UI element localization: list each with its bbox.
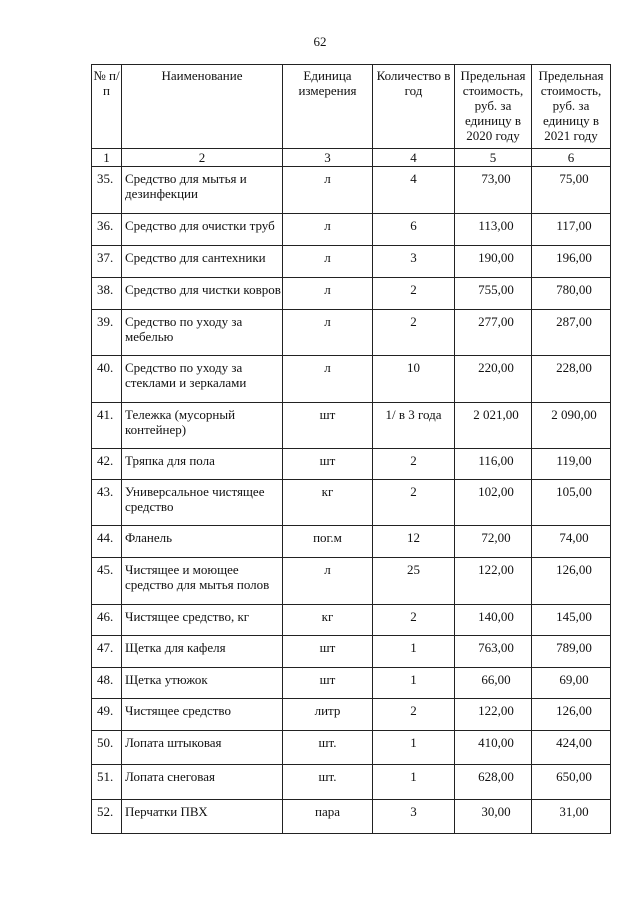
- table-row: [92, 246, 611, 278]
- header-price-2021: Предельная стоимость, руб. за единицу в 2021 году: [532, 65, 611, 149]
- unit: л: [283, 278, 373, 310]
- item-name: Тележка (мусорный контейнер): [122, 403, 283, 449]
- price-2021: 196,00: [532, 246, 611, 278]
- price-2020: 102,00: [455, 480, 532, 526]
- price-2021: 650,00: [532, 765, 611, 800]
- table-row: [92, 526, 611, 558]
- price-2020: 190,00: [455, 246, 532, 278]
- column-number: 1: [92, 149, 122, 167]
- header-no: № п/п: [92, 65, 122, 149]
- unit: шт: [283, 403, 373, 449]
- item-name: Чистящее и моющее средство для мытья полов: [122, 558, 283, 605]
- quantity: 1: [373, 731, 455, 765]
- price-2020: 113,00: [455, 214, 532, 246]
- unit: пара: [283, 800, 373, 834]
- price-2020: 2 021,00: [455, 403, 532, 449]
- unit: л: [283, 246, 373, 278]
- quantity: 1/ в 3 года: [373, 403, 455, 449]
- price-2021: 74,00: [532, 526, 611, 558]
- row-number: 52.: [92, 800, 122, 834]
- unit: литр: [283, 699, 373, 731]
- row-number: 35.: [92, 167, 122, 214]
- price-2020: 755,00: [455, 278, 532, 310]
- price-2021: 287,00: [532, 310, 611, 356]
- quantity: 25: [373, 558, 455, 605]
- column-number: 6: [532, 149, 611, 167]
- item-name: Тряпка для пола: [122, 449, 283, 480]
- item-name: Щетка для кафеля: [122, 636, 283, 668]
- quantity: 6: [373, 214, 455, 246]
- item-name: Средство для сантехники: [122, 246, 283, 278]
- row-number: 38.: [92, 278, 122, 310]
- unit: шт: [283, 636, 373, 668]
- header-price-2020: Предельная стоимость, руб. за единицу в 2020 году: [455, 65, 532, 149]
- item-name: Средство для чистки ковров: [122, 278, 283, 310]
- price-2021: 31,00: [532, 800, 611, 834]
- item-name: Лопата снеговая: [122, 765, 283, 800]
- row-number: 44.: [92, 526, 122, 558]
- quantity: 3: [373, 800, 455, 834]
- item-name: Средство по уходу за стеклами и зеркалами: [122, 356, 283, 403]
- price-2020: 122,00: [455, 699, 532, 731]
- price-2021: 75,00: [532, 167, 611, 214]
- price-2020: 72,00: [455, 526, 532, 558]
- quantity: 2: [373, 605, 455, 636]
- table-row: [92, 699, 611, 731]
- column-number: 3: [283, 149, 373, 167]
- price-2021: 126,00: [532, 699, 611, 731]
- column-number-row: [92, 149, 611, 167]
- row-number: 45.: [92, 558, 122, 605]
- header-qty: Количество в год: [373, 65, 455, 149]
- row-number: 46.: [92, 605, 122, 636]
- table-row: [92, 449, 611, 480]
- unit: шт: [283, 449, 373, 480]
- row-number: 42.: [92, 449, 122, 480]
- row-number: 50.: [92, 731, 122, 765]
- quantity: 2: [373, 699, 455, 731]
- unit: пог.м: [283, 526, 373, 558]
- table-row: [92, 765, 611, 800]
- row-number: 51.: [92, 765, 122, 800]
- row-number: 49.: [92, 699, 122, 731]
- price-2021: 780,00: [532, 278, 611, 310]
- item-name: Чистящее средство, кг: [122, 605, 283, 636]
- row-number: 37.: [92, 246, 122, 278]
- table-row: [92, 480, 611, 526]
- price-2021: 789,00: [532, 636, 611, 668]
- quantity: 2: [373, 449, 455, 480]
- table-row: [92, 800, 611, 834]
- quantity: 1: [373, 668, 455, 699]
- page-number: 62: [313, 34, 327, 49]
- quantity: 1: [373, 636, 455, 668]
- column-number: 5: [455, 149, 532, 167]
- quantity: 4: [373, 167, 455, 214]
- item-name: Чистящее средство: [122, 699, 283, 731]
- price-2021: 2 090,00: [532, 403, 611, 449]
- unit: л: [283, 558, 373, 605]
- unit: кг: [283, 480, 373, 526]
- table-row: [92, 668, 611, 699]
- quantity: 12: [373, 526, 455, 558]
- unit: л: [283, 214, 373, 246]
- item-name: Средство для мытья и дезинфекции: [122, 167, 283, 214]
- quantity: 2: [373, 278, 455, 310]
- unit: л: [283, 310, 373, 356]
- column-number: 4: [373, 149, 455, 167]
- price-2020: 66,00: [455, 668, 532, 699]
- row-number: 43.: [92, 480, 122, 526]
- price-2021: 119,00: [532, 449, 611, 480]
- item-name: Лопата штыковая: [122, 731, 283, 765]
- row-number: 47.: [92, 636, 122, 668]
- header-unit: Единица измерения: [283, 65, 373, 149]
- price-2020: 763,00: [455, 636, 532, 668]
- header-name: Наименование: [122, 65, 283, 149]
- table-row: [92, 558, 611, 605]
- header-row: [92, 65, 611, 149]
- table-row: [92, 214, 611, 246]
- price-2021: 105,00: [532, 480, 611, 526]
- unit: л: [283, 167, 373, 214]
- quantity: 10: [373, 356, 455, 403]
- price-2021: 145,00: [532, 605, 611, 636]
- quantity: 2: [373, 310, 455, 356]
- price-2021: 126,00: [532, 558, 611, 605]
- price-2021: 228,00: [532, 356, 611, 403]
- item-name: Средство для очистки труб: [122, 214, 283, 246]
- table-row: [92, 167, 611, 214]
- row-number: 41.: [92, 403, 122, 449]
- price-2020: 140,00: [455, 605, 532, 636]
- item-name: Перчатки ПВХ: [122, 800, 283, 834]
- row-number: 48.: [92, 668, 122, 699]
- table-row: [92, 403, 611, 449]
- item-name: Универсальное чистящее средство: [122, 480, 283, 526]
- price-2020: 73,00: [455, 167, 532, 214]
- unit: л: [283, 356, 373, 403]
- unit: шт: [283, 668, 373, 699]
- row-number: 39.: [92, 310, 122, 356]
- unit: кг: [283, 605, 373, 636]
- table-row: [92, 605, 611, 636]
- table-row: [92, 636, 611, 668]
- item-name: Фланель: [122, 526, 283, 558]
- table-row: [92, 310, 611, 356]
- table-row: [92, 731, 611, 765]
- row-number: 40.: [92, 356, 122, 403]
- price-2021: 117,00: [532, 214, 611, 246]
- item-name: Средство по уходу за мебелью: [122, 310, 283, 356]
- price-2020: 277,00: [455, 310, 532, 356]
- item-name: Щетка утюжок: [122, 668, 283, 699]
- price-2021: 69,00: [532, 668, 611, 699]
- price-2020: 116,00: [455, 449, 532, 480]
- price-2020: 220,00: [455, 356, 532, 403]
- table-row: [92, 278, 611, 310]
- price-2020: 628,00: [455, 765, 532, 800]
- price-2020: 122,00: [455, 558, 532, 605]
- price-2020: 30,00: [455, 800, 532, 834]
- price-table: [91, 64, 611, 834]
- row-number: 36.: [92, 214, 122, 246]
- price-2020: 410,00: [455, 731, 532, 765]
- quantity: 2: [373, 480, 455, 526]
- price-2021: 424,00: [532, 731, 611, 765]
- table-row: [92, 356, 611, 403]
- quantity: 1: [373, 765, 455, 800]
- quantity: 3: [373, 246, 455, 278]
- unit: шт.: [283, 731, 373, 765]
- unit: шт.: [283, 765, 373, 800]
- column-number: 2: [122, 149, 283, 167]
